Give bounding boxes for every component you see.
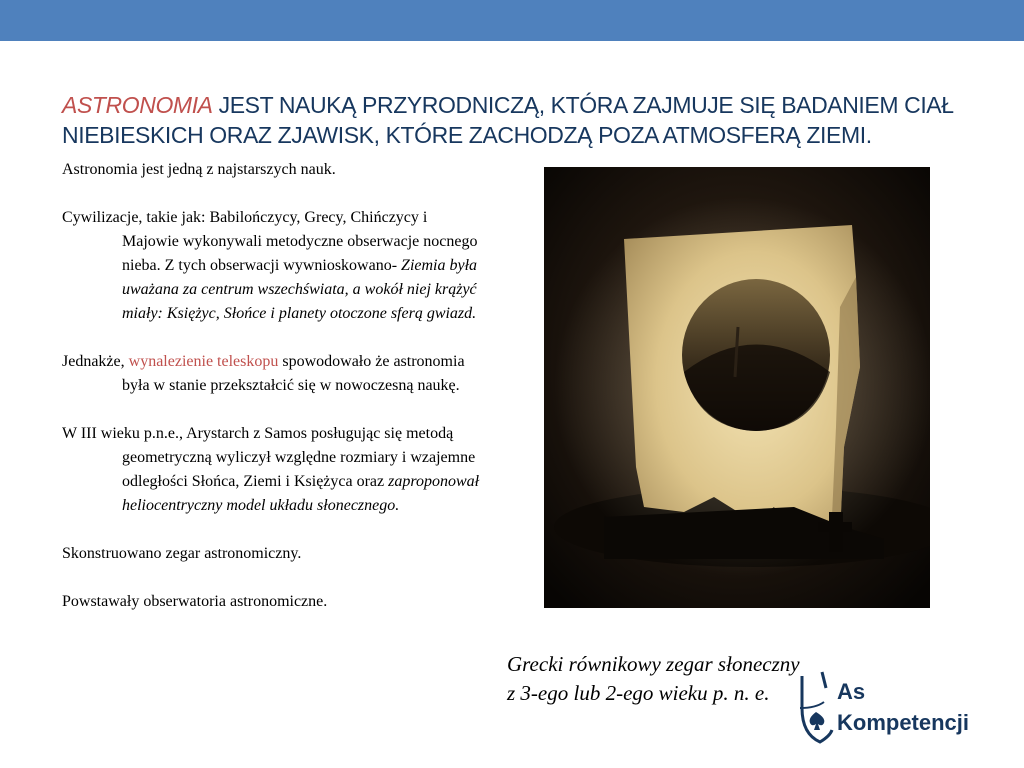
title-emphasis: ASTRONOMIA bbox=[62, 92, 213, 118]
spade-shield-icon bbox=[796, 668, 842, 748]
title-rest: JEST NAUKĄ PRZYRODNICZĄ, KTÓRA ZAJMUJE SIĘ BADANIEM CIAŁ NIEBIESKICH ORAZ ZJAWISK, KTÓRE ZACHODZĄ POZA ATMOSFERĄ ZIEMI. bbox=[62, 92, 954, 148]
paragraph-4-text: W III wieku p.n.e., Arystarch z Samos posługując się metodą geometryczną wyliczył względne rozmiary i wzajemne odległości Słońca, Ziemi i Księżyca oraz bbox=[62, 425, 476, 490]
paragraph-2-text: Cywilizacje, takie jak: Babilończycy, Grecy, Chińczycy i Majowie wykonywali metodyczne obserwacje nocnego nieba. Z tych obserwacji wywnioskowano- bbox=[62, 209, 478, 274]
slide-title bbox=[62, 90, 1012, 150]
paragraph-4-italic: zaproponował heliocentryczny model układu słonecznego. bbox=[122, 473, 480, 514]
as-kompetencji-logo bbox=[796, 668, 1006, 748]
logo-line-2: Kompetencji bbox=[837, 710, 970, 735]
paragraph-5: Skonstruowano zegar astronomiczny. bbox=[62, 545, 302, 562]
top-banner-bar bbox=[0, 0, 1024, 41]
paragraph-4 bbox=[62, 422, 482, 518]
paragraph-3-before: Jednakże, bbox=[62, 353, 129, 370]
sundial-photo bbox=[544, 167, 930, 608]
paragraph-3-after: spowodowało że astronomia była w stanie przekształcić się w nowoczesną naukę. bbox=[122, 353, 465, 394]
logo-text bbox=[837, 676, 969, 738]
logo-line-1: As bbox=[837, 679, 866, 704]
paragraph-2-italic: Ziemia była uważana za centrum wszechświata, a wokół niej krążyć miały: Księżyc, Słońce i planety otoczone sferą gwiazd. bbox=[122, 257, 478, 322]
sundial-image bbox=[544, 167, 930, 608]
body-text bbox=[62, 158, 482, 614]
paragraph-1: Astronomia jest jedną z najstarszych nauk. bbox=[62, 161, 336, 178]
paragraph-2 bbox=[62, 206, 482, 326]
photo-caption: Grecki równikowy zegar słoneczny z 3-ego lub 2-ego wieku p. n. e. bbox=[507, 652, 800, 705]
paragraph-6: Powstawały obserwatoria astronomiczne. bbox=[62, 593, 328, 610]
paragraph-3 bbox=[62, 350, 482, 398]
paragraph-3-highlight: wynalezienie teleskopu bbox=[128, 353, 279, 370]
